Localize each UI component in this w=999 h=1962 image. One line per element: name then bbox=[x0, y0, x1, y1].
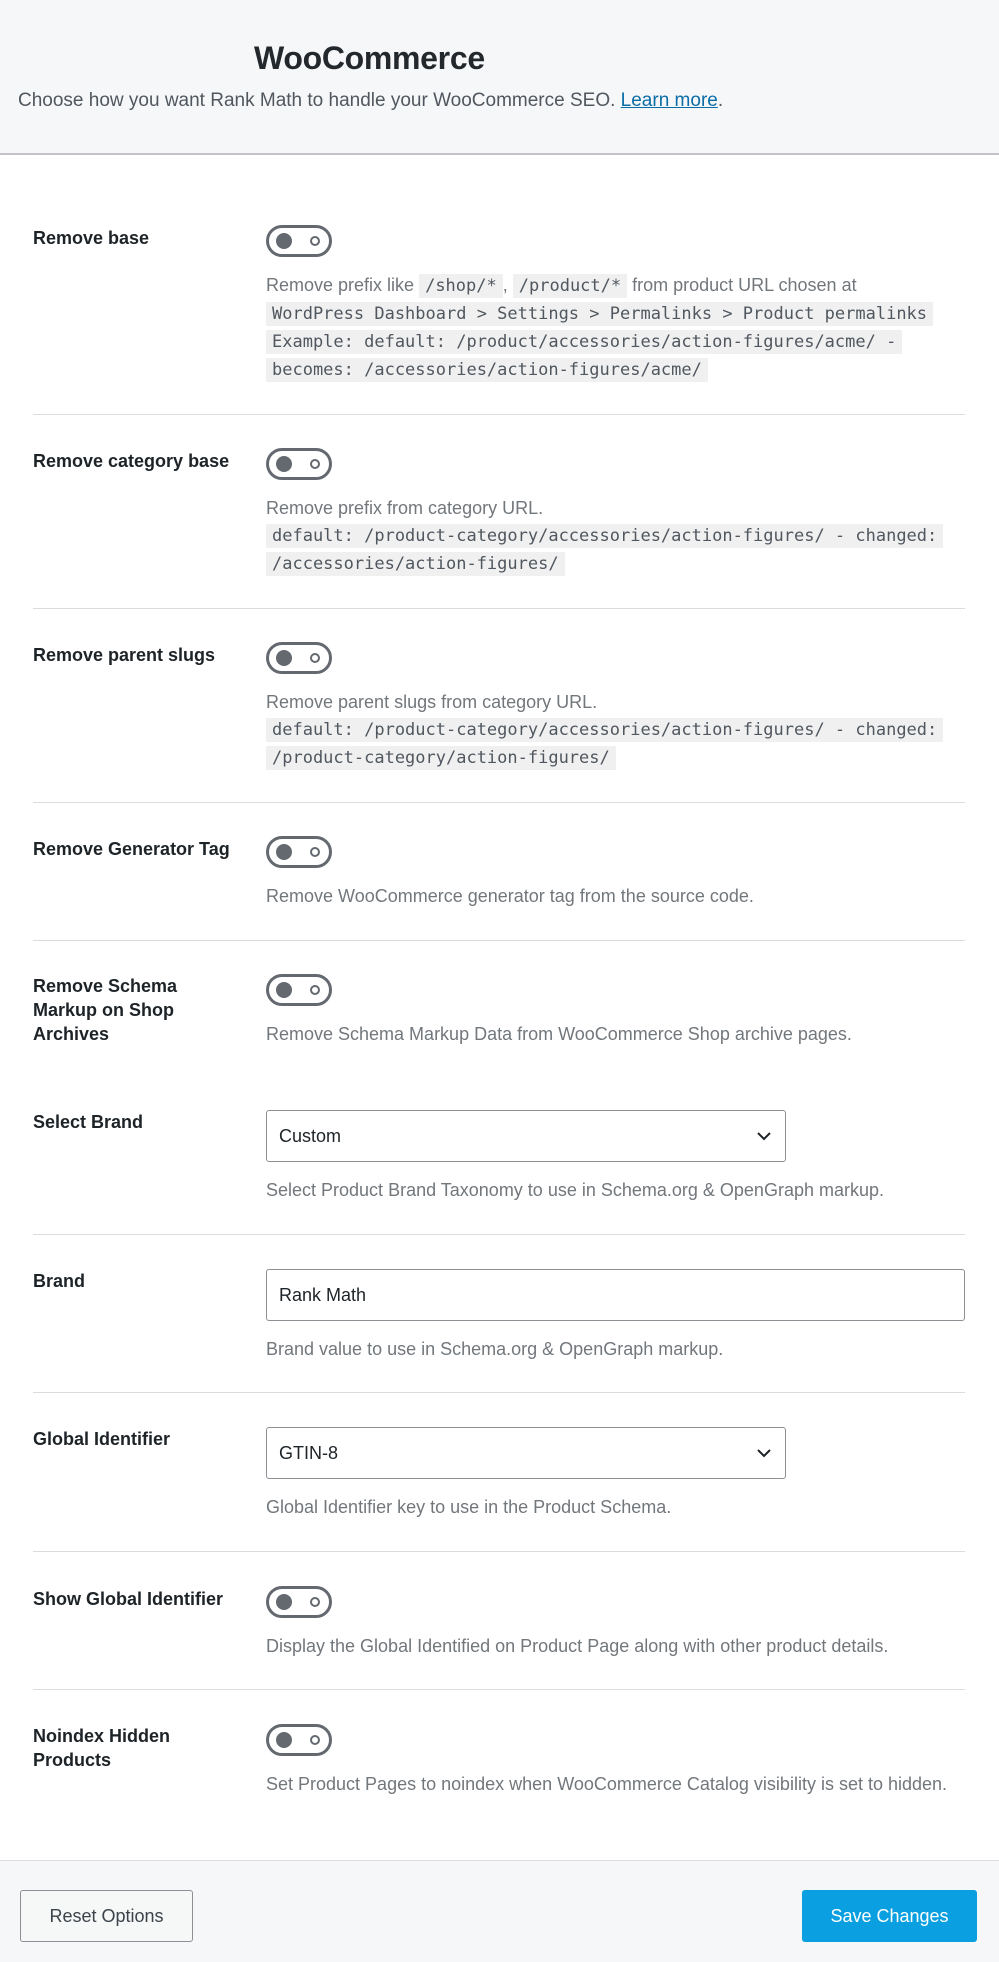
permalink-path bbox=[266, 300, 966, 328]
toggle-off-icon bbox=[310, 653, 320, 663]
setting-description bbox=[266, 271, 966, 300]
example-line: default: /product-category/accessories/action-figures/ - changed: bbox=[266, 524, 943, 548]
chevron-down-icon bbox=[755, 1444, 773, 1462]
setting-description: Remove parent slugs from category URL. bbox=[266, 692, 598, 712]
setting-description: Set Product Pages to noindex when WooCommerce Catalog visibility is set to hidden. bbox=[266, 1774, 948, 1794]
reset-options-button[interactable]: Reset Options bbox=[20, 1890, 193, 1942]
example-line: /accessories/action-figures/ bbox=[266, 552, 565, 576]
setting-show-global-identifier bbox=[33, 1552, 965, 1690]
page-title: WooCommerce bbox=[254, 40, 485, 76]
brand-input[interactable] bbox=[266, 1269, 965, 1321]
setting-noindex-hidden-products bbox=[33, 1690, 965, 1860]
toggle-off-icon bbox=[310, 459, 320, 469]
remove-schema-markup-toggle[interactable] bbox=[266, 974, 332, 1006]
toggle-knob bbox=[276, 1594, 292, 1610]
noindex-hidden-products-toggle[interactable] bbox=[266, 1724, 332, 1756]
intro-text: Choose how you want Rank Math to handle your WooCommerce SEO. bbox=[18, 90, 616, 111]
code-product: /product/* bbox=[513, 274, 627, 298]
brand-taxonomy-select[interactable] bbox=[266, 1110, 786, 1162]
select-value: GTIN-8 bbox=[279, 1442, 339, 1463]
setting-label: Remove category base bbox=[33, 451, 230, 471]
page-footer bbox=[0, 1860, 999, 1962]
setting-description: Remove prefix from category URL. bbox=[266, 498, 544, 518]
toggle-knob bbox=[276, 982, 292, 998]
setting-global-identifier bbox=[33, 1393, 965, 1552]
setting-label: Select Brand bbox=[33, 1112, 144, 1132]
show-global-identifier-toggle[interactable] bbox=[266, 1586, 332, 1618]
toggle-knob bbox=[276, 1732, 292, 1748]
setting-description: Select Product Brand Taxonomy to use in Schema.org & OpenGraph markup. bbox=[266, 1180, 884, 1200]
setting-remove-base bbox=[33, 155, 965, 415]
setting-label: Brand bbox=[33, 1271, 86, 1291]
toggle-off-icon bbox=[310, 1735, 320, 1745]
example-line: /product-category/action-figures/ bbox=[266, 746, 616, 770]
remove-base-toggle[interactable] bbox=[266, 225, 332, 257]
select-value: Custom bbox=[279, 1125, 342, 1146]
input-value: Rank Math bbox=[279, 1284, 367, 1305]
toggle-knob bbox=[276, 456, 292, 472]
toggle-knob bbox=[276, 844, 292, 860]
learn-more-link[interactable]: Learn more bbox=[620, 90, 718, 111]
example-block bbox=[266, 522, 966, 578]
setting-label: Noindex Hidden Products bbox=[33, 1726, 171, 1770]
toggle-knob bbox=[276, 233, 292, 249]
toggle-off-icon bbox=[310, 847, 320, 857]
setting-brand bbox=[33, 1235, 965, 1393]
setting-label: Global Identifier bbox=[33, 1429, 171, 1449]
setting-remove-schema-markup bbox=[33, 941, 965, 1077]
setting-description: Display the Global Identified on Product Page along with other product details. bbox=[266, 1636, 889, 1656]
code-path: WordPress Dashboard > Settings > Permalinks > Product permalinks bbox=[266, 302, 933, 326]
setting-description: Remove WooCommerce generator tag from the source code. bbox=[266, 886, 754, 906]
example-line: becomes: /accessories/action-figures/acme/ bbox=[266, 358, 708, 382]
setting-description: Remove Schema Markup Data from WooCommerce Shop archive pages. bbox=[266, 1024, 852, 1044]
code-shop: /shop/* bbox=[419, 274, 503, 298]
setting-label: Remove Schema Markup on Shop Archives bbox=[33, 976, 178, 1044]
global-identifier-select[interactable] bbox=[266, 1427, 786, 1479]
setting-remove-generator-tag bbox=[33, 803, 965, 941]
intro-period: . bbox=[717, 90, 724, 111]
example-line: Example: default: /product/accessories/action-figures/acme/ - bbox=[266, 330, 902, 354]
page-intro bbox=[18, 90, 723, 112]
setting-label: Remove Generator Tag bbox=[33, 839, 230, 859]
page-header bbox=[0, 0, 999, 155]
setting-label: Show Global Identifier bbox=[33, 1589, 224, 1609]
desc-text: from product URL chosen at bbox=[632, 275, 857, 295]
setting-description: Global Identifier key to use in the Product Schema. bbox=[266, 1497, 672, 1517]
chevron-down-icon bbox=[755, 1127, 773, 1145]
remove-parent-slugs-toggle[interactable] bbox=[266, 642, 332, 674]
example-block bbox=[266, 716, 966, 772]
setting-description: Brand value to use in Schema.org & OpenGraph markup. bbox=[266, 1339, 724, 1359]
setting-label: Remove parent slugs bbox=[33, 645, 216, 665]
toggle-off-icon bbox=[310, 1597, 320, 1607]
remove-generator-tag-toggle[interactable] bbox=[266, 836, 332, 868]
setting-remove-category-base bbox=[33, 415, 965, 609]
toggle-off-icon bbox=[310, 985, 320, 995]
toggle-off-icon bbox=[310, 236, 320, 246]
setting-remove-parent-slugs bbox=[33, 609, 965, 803]
example-block bbox=[266, 328, 966, 384]
setting-label: Remove base bbox=[33, 228, 150, 248]
desc-text: Remove prefix like bbox=[266, 275, 415, 295]
toggle-knob bbox=[276, 650, 292, 666]
setting-select-brand bbox=[33, 1077, 965, 1235]
remove-category-base-toggle[interactable] bbox=[266, 448, 332, 480]
example-line: default: /product-category/accessories/action-figures/ - changed: bbox=[266, 718, 943, 742]
save-changes-button[interactable]: Save Changes bbox=[802, 1890, 977, 1942]
desc-comma: , bbox=[502, 275, 508, 295]
